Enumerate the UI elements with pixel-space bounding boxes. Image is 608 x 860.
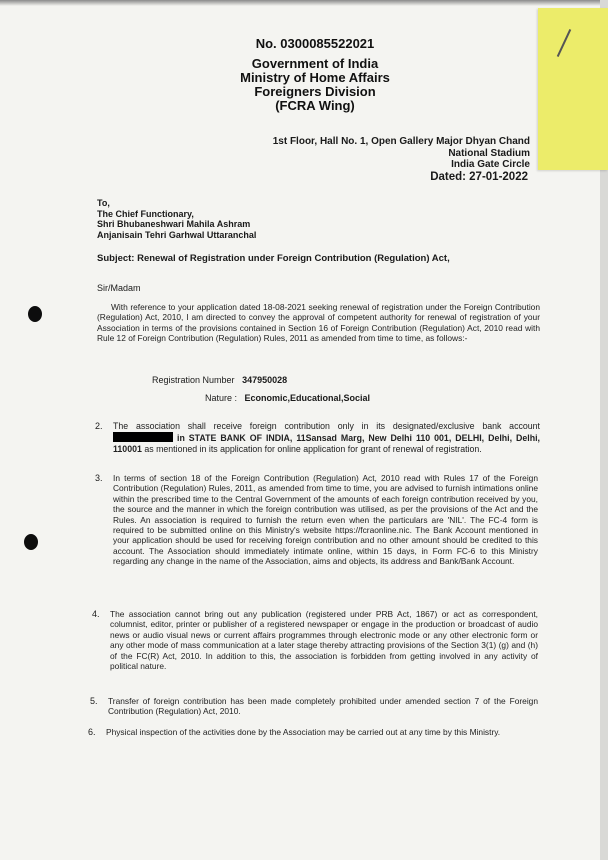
item-2-text-b: as mentioned in its application for online application for grant of renewal of registration. — [144, 444, 482, 454]
reference-number: No. 0300085522021 — [255, 36, 375, 51]
letter-date: Dated: 27-01-2022 — [430, 171, 528, 183]
address-line-2: National Stadium — [448, 148, 530, 159]
item-2-bank: in STATE BANK OF INDIA, 11Sansad Marg, New Delhi 110 001, DELHI, Delhi, Delhi, 110001 — [113, 433, 540, 454]
redacted-account-number — [113, 432, 173, 442]
header-line-2: Ministry of Home Affairs — [240, 70, 390, 85]
intro-paragraph: With reference to your application dated 18-08-2021 seeking renewal of registration under the Foreign Contribution (Regulation) Act, 2010, I am directed to convey the approval of competent authority for renewal of registration of your Association in terms of the provisions contained in Section 16 of Foreign Contribution (Regulation) Act, 2010 read with Rule 12 of Foreign Contribution (Regulation) Rules, 2011 as amended from time to time, as follows:- — [97, 302, 540, 344]
pen-mark — [557, 29, 571, 57]
recipient-block — [97, 198, 256, 240]
sticky-note — [538, 8, 608, 170]
punch-hole-bottom — [24, 534, 38, 550]
registration-number-label: Registration Number — [152, 375, 235, 385]
header-line-1: Government of India — [251, 56, 379, 71]
item-5-paragraph: Transfer of foreign contribution has been made completely prohibited under amended section 7 of the Foreign Contribution (Regulation) Act, 2010. — [108, 696, 538, 717]
item-4-paragraph: The association cannot bring out any publication (registered under PRB Act, 1867) or act as correspondent, columnist, editor, printer or publisher of a registered newspaper or engage in the production or broadcast of audio news or audio visual news or current affairs programmes through electronic mode or any other electronic form or any other mode of mass communication at a later stage thereby attracting provisions of the Section 3(1) (g) and (h) of the FC(R) Act, 2010. In addition to this, the association is forbidden from getting involved in any activity of political nature. — [110, 609, 538, 672]
salutation: Sir/Madam — [97, 283, 141, 293]
header-line-3: Foreigners Division — [254, 84, 376, 99]
item-2-paragraph — [113, 421, 540, 455]
recipient-line: To, — [97, 198, 110, 208]
item-2-text-a: The association shall receive foreign contribution only in its designated/exclusive bank account — [113, 421, 540, 431]
header-line-4: (FCRA Wing) — [275, 98, 355, 113]
address-line-3: India Gate Circle — [451, 159, 530, 170]
recipient-line: Anjanisain Tehri Garhwal Uttaranchal — [97, 229, 257, 240]
punch-hole-top — [28, 306, 42, 322]
nature-row — [205, 393, 370, 403]
subject-line: Subject: Renewal of Registration under Foreign Contribution (Regulation) Act, — [97, 253, 450, 264]
scan-top-edge — [0, 0, 600, 6]
item-3-paragraph: In terms of section 18 of the Foreign Contribution (Regulation) Act, 2010 read with Rules 17 of the Foreign Contribution (Regulation) Rules, 2011, as amended from time to time, you are advised to furnish intimations online within the prescribed time to the Central Government of the amounts of each foreign contribution received by you, the source and the manner in which the foreign contribution was utilised, as per the provisions of the Act and the Rules. An association is required to furnish the return even when the particulars are 'NIL'. The FC-4 form is required to be submitted online on this Ministry's website https://fcraonline.nic. The Bank Account mentioned in your application should be used for receiving foreign contribution and no other amount should be credited to this account. The Association should immediately intimate online, within 15 days, in Form FC-6 to this Ministry regarding any change in the name of the Association, aims and objects, its address and Bank/Bank Account. — [113, 473, 538, 567]
recipient-line: Shri Bhubaneshwari Mahila Ashram — [97, 219, 251, 229]
item-number: 6. — [88, 727, 96, 737]
nature-label: Nature : — [205, 393, 238, 403]
nature-value: Economic,Educational,Social — [244, 393, 371, 403]
recipient-line: The Chief Functionary, — [97, 208, 194, 219]
item-number: 3. — [95, 473, 103, 483]
item-number: 5. — [90, 696, 98, 706]
item-number: 4. — [92, 609, 100, 619]
item-6-paragraph: Physical inspection of the activities done by the Association may be carried out at any time by this Ministry. — [106, 727, 501, 737]
registration-number-row — [152, 375, 287, 385]
address-line-1: 1st Floor, Hall No. 1, Open Gallery Major Dhyan Chand — [272, 136, 530, 147]
item-number: 2. — [95, 421, 103, 431]
registration-number-value: 347950028 — [242, 375, 288, 385]
